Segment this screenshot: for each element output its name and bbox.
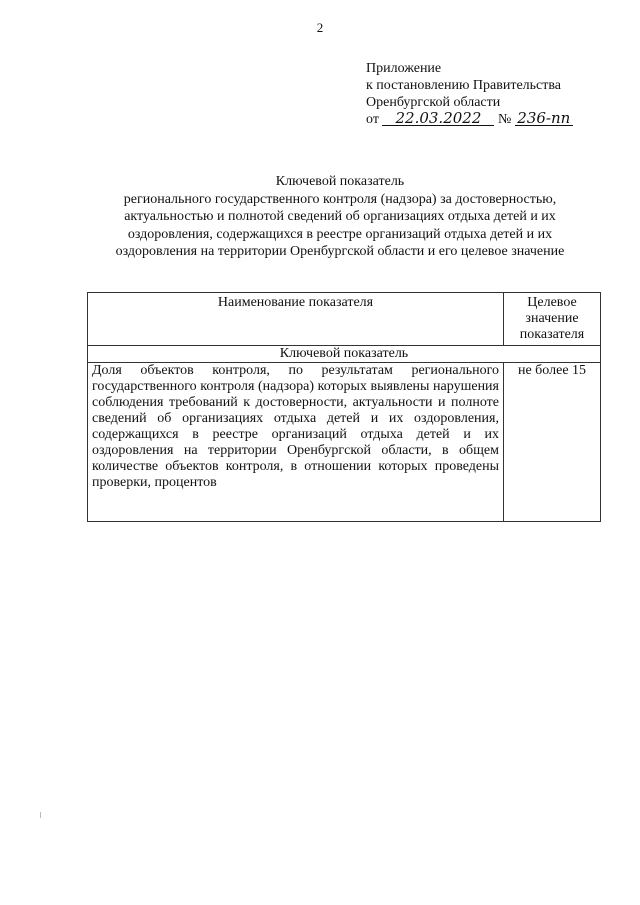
header-indicator-name: Наименование показателя [88, 293, 504, 346]
handwritten-number: 236-пп [515, 111, 573, 126]
appendix-label: Приложение [366, 61, 442, 76]
header-target-value [504, 293, 601, 346]
document-title [90, 173, 590, 261]
appendix-date-number-line [366, 111, 573, 128]
scan-mark [40, 812, 41, 818]
title-line-2: регионального государственного контроля (надзора) за достоверностью, [123, 191, 557, 207]
kpi-table [87, 292, 601, 522]
section-row [88, 346, 601, 363]
appendix-block [366, 60, 573, 128]
page-number: 2 [316, 20, 324, 35]
table-header-row [88, 293, 601, 346]
indicator-target-value: не более 15 [504, 363, 601, 522]
header-target-line-3: показателя [519, 327, 585, 342]
title-line-1: Ключевой показатель [275, 174, 405, 189]
number-prefix: № [497, 112, 512, 127]
title-line-5: оздоровления на территории Оренбургской области и его целевое значение [115, 244, 565, 259]
section-label: Ключевой показатель [88, 346, 601, 363]
indicator-description: Доля объектов контроля, по результатам регионального государственного контроля (надзора) которых выявлены нарушения соблюдения требований к достоверности, актуальности и полноте сведений об организациях отдыха детей и их оздоровления, содержащихся в реестре организаций отдыха детей и их оздоровления на территории Оренбургской области, в общем количестве объектов контроля, в отношении которых проведены проверки, процентов [88, 363, 504, 522]
table-row [88, 363, 601, 522]
appendix-resolution: к постановлению Правительства [366, 78, 562, 93]
header-target-line-1: Целевое [527, 295, 577, 310]
title-line-3: актуальностью и полнотой сведений об организациях отдыха детей и их [124, 209, 556, 224]
handwritten-date: 22.03.2022 [382, 111, 494, 126]
header-target-line-2: значение [525, 311, 579, 326]
appendix-region: Оренбургской области [366, 95, 501, 110]
title-line-4: оздоровления, содержащихся в реестре организаций отдыха детей и их [127, 226, 553, 242]
date-prefix: от [366, 112, 379, 127]
